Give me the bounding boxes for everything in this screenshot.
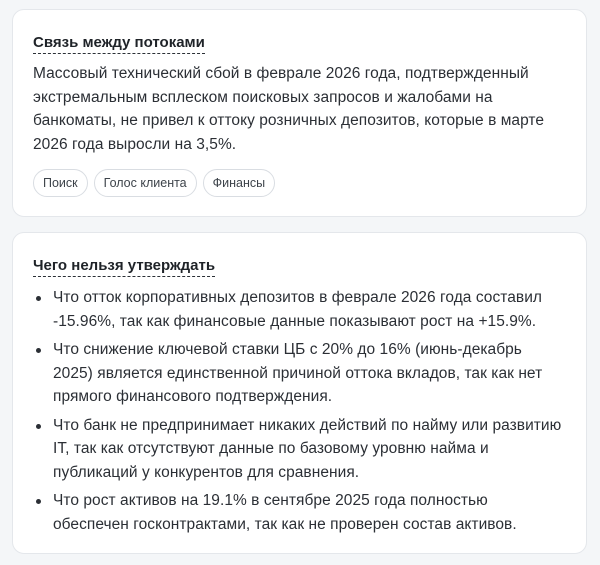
tag-search[interactable]: Поиск xyxy=(33,169,88,197)
claims-list xyxy=(33,286,566,536)
tag-finance[interactable]: Финансы xyxy=(203,169,275,197)
cannot-claim-card xyxy=(12,232,587,554)
bullet-icon xyxy=(36,348,41,353)
bullet-icon xyxy=(36,424,41,429)
tag-list xyxy=(33,169,566,197)
card-title: Связь между потоками xyxy=(33,34,205,54)
list-item-text: Что рост активов на 19.1% в сентябре 2025 года полностью обеспечен госконтрактами, так как не проверен состав активов. xyxy=(53,492,517,533)
bullet-icon xyxy=(36,499,41,504)
list-item-text: Что банк не предпринимает никаких действий по найму или развитию IT, так как отсутствуют данные по базовому уровню найма и публикаций у конкурентов для сравнения. xyxy=(53,416,562,481)
bullet-icon xyxy=(36,296,41,301)
list-item-text: Что снижение ключевой ставки ЦБ с 20% до 16% (июнь-декабрь 2025) является единственной причиной оттока вкладов, так как нет прямого финансового подтверждения. xyxy=(53,341,543,405)
tag-customer-voice[interactable]: Голос клиента xyxy=(94,169,197,197)
card-title: Чего нельзя утверждать xyxy=(33,257,215,277)
list-item-text: Что отток корпоративных депозитов в феврале 2026 года составил -15.96%, так как финансовые данные показывают рост на +15.9%. xyxy=(53,289,542,330)
list-item xyxy=(33,489,566,536)
card-description: Массовый технический сбой в феврале 2026 года, подтвержденный экстремальным всплеском поисковых запросов и жалобами на банкоматы, не привел к оттоку розничных депозитов, которые в марте 2026 года выросли на 3,5%. xyxy=(33,65,545,153)
list-item xyxy=(33,338,566,409)
list-item xyxy=(33,414,566,485)
thread-link-card xyxy=(12,9,587,217)
list-item xyxy=(33,286,566,333)
